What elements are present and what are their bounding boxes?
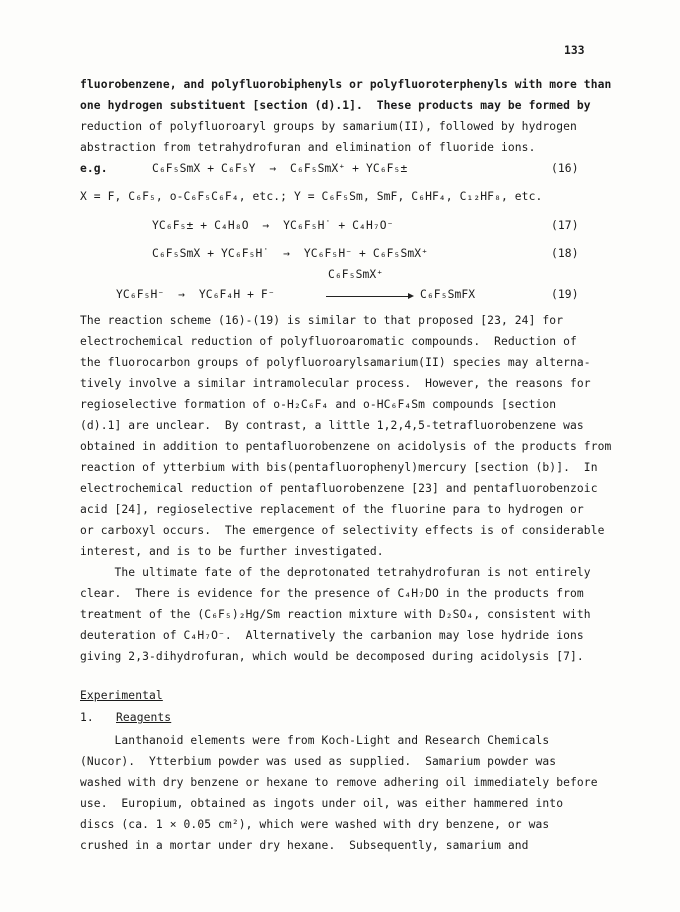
equation-19-left: YC₆F₅H⁻ → YC₆F₄H + F⁻ bbox=[116, 288, 275, 301]
text-line: The reaction scheme (16)-(19) is similar to that proposed [23, 24] for bbox=[80, 314, 564, 327]
equation-18: C₆F₅SmX + YC₆F₅H˙ → YC₆F₅H⁻ + C₆F₅SmX⁺ bbox=[152, 247, 429, 260]
text-line: discs (ca. 1 × 0.05 cm²), which were washed with dry benzene, or was bbox=[80, 818, 550, 831]
subsection-title: Reagents bbox=[116, 711, 172, 724]
text-line: acid [24], regioselective replacement of the fluorine para to hydrogen or bbox=[80, 503, 584, 516]
text-line: The ultimate fate of the deprotonated tetrahydrofuran is not entirely bbox=[80, 566, 591, 579]
equation-18-number: (18) bbox=[551, 247, 579, 260]
text-line: crushed in a mortar under dry hexane. Subsequently, samarium and bbox=[80, 839, 529, 852]
text-line: Lanthanoid elements were from Koch-Light and Research Chemicals bbox=[80, 734, 550, 747]
equation-19-right: C₆F₅SmFX bbox=[420, 288, 476, 301]
text-line: interest, and is to be further investigated. bbox=[80, 545, 384, 558]
text-line: electrochemical reduction of polyfluoroaromatic compounds. Reduction of bbox=[80, 335, 577, 348]
section-heading: Experimental bbox=[80, 689, 163, 702]
equation-16-number: (16) bbox=[551, 162, 579, 175]
text-line: reaction of ytterbium with bis(pentafluorophenyl)mercury [section (b)]. In bbox=[80, 461, 598, 474]
equation-definitions: X = F, C₆F₅, o-C₆F₅C₆F₄, etc.; Y = C₆F₅Sm, SmF, C₆HF₄, C₁₂HF₈, etc. bbox=[80, 190, 543, 203]
text-line: (Nucor). Ytterbium powder was used as supplied. Samarium powder was bbox=[80, 755, 557, 768]
text-line: fluorobenzene, and polyfluorobiphenyls or polyfluoroterphenyls with more than bbox=[80, 78, 612, 91]
subsection-number: 1. bbox=[80, 711, 94, 724]
equation-19-number: (19) bbox=[551, 288, 579, 301]
text-line: one hydrogen substituent [section (d).1]. These products may be formed by bbox=[80, 99, 591, 112]
text-line: use. Europium, obtained as ingots under oil, was either hammered into bbox=[80, 797, 564, 810]
equation-16: C₆F₅SmX + C₆F₅Y → C₆F₅SmX⁺ + YC₆F₅± bbox=[152, 162, 408, 175]
text-line: abstraction from tetrahydrofuran and elimination of fluoride ions. bbox=[80, 141, 536, 154]
text-line: tively involve a similar intramolecular process. However, the reasons for bbox=[80, 377, 591, 390]
text-line: electrochemical reduction of pentafluorobenzene [23] and pentafluorobenzoic bbox=[80, 482, 598, 495]
text-line: the fluorocarbon groups of polyfluoroarylsamarium(II) species may alterna- bbox=[80, 356, 591, 369]
text-line: giving 2,3-dihydrofuran, which would be decomposed during acidolysis [7]. bbox=[80, 650, 584, 663]
text-line: or carboxyl occurs. The emergence of selectivity effects is of considerable bbox=[80, 524, 605, 537]
page-number: 133 bbox=[564, 44, 585, 57]
text-line: washed with dry benzene or hexane to remove adhering oil immediately before bbox=[80, 776, 598, 789]
equation-17: YC₆F₅± + C₄H₈O → YC₆F₅H˙ + C₄H₇O⁻ bbox=[152, 219, 394, 232]
text-line: clear. There is evidence for the presence of C₄H₇DO in the products from bbox=[80, 587, 584, 600]
reaction-arrow-19 bbox=[326, 296, 412, 297]
equation-19-reagent: C₆F₅SmX⁺ bbox=[328, 268, 384, 281]
text-line: regioselective formation of o-H₂C₆F₄ and o-HC₆F₄Sm compounds [section bbox=[80, 398, 557, 411]
text-line: reduction of polyfluoroaryl groups by samarium(II), followed by hydrogen bbox=[80, 120, 577, 133]
eg-label: e.g. bbox=[80, 162, 108, 175]
equation-17-number: (17) bbox=[551, 219, 579, 232]
text-line: obtained in addition to pentafluorobenzene on acidolysis of the products from bbox=[80, 440, 612, 453]
text-line: deuteration of C₄H₇O⁻. Alternatively the carbanion may lose hydride ions bbox=[80, 629, 584, 642]
text-line: (d).1] are unclear. By contrast, a little 1,2,4,5-tetrafluorobenzene was bbox=[80, 419, 584, 432]
text-line: treatment of the (C₆F₅)₂Hg/Sm reaction mixture with D₂SO₄, consistent with bbox=[80, 608, 591, 621]
